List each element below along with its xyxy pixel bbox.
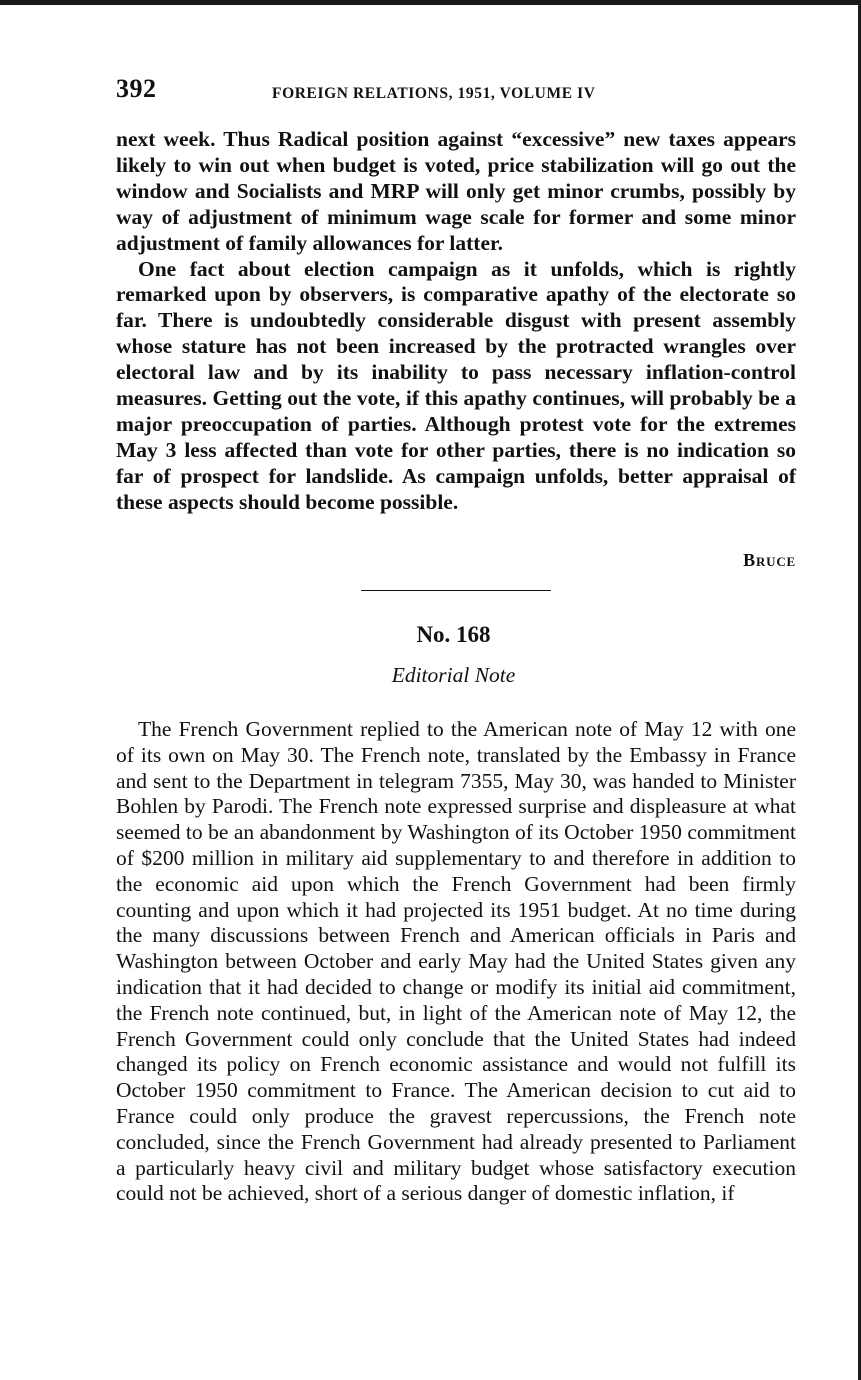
document-number: No. 168	[416, 622, 491, 647]
section-divider	[361, 590, 551, 591]
signature: Bruce	[743, 550, 796, 570]
scan-edge-top	[0, 0, 861, 5]
running-head: FOREIGN RELATIONS, 1951, VOLUME IV	[272, 85, 596, 102]
paragraph: The French Government replied to the American note of May 12 with one of its own on May 30. The French note, translated by the Embassy in France and sent to the Department in telegram 7355, May 30, was handed to Minister Bohlen by Parodi. The French note expressed surprise and displeasure at what seemed to be an abandonment by Washington of its October 1950 commitment of $200 million in military aid supplementary to and therefore in addition to the economic aid upon which the French Government had been firmly counting and upon which it had projected its 1951 budget. At no time during the many discussions between French and American officials in Paris and Washington between October and early May had the United States given any indication that it had decided to change or modify its initial aid commitment, the French note continued, but, in light of the American note of May 12, the French Government could only conclude that the United States had indeed changed its policy on French economic assistance and would not fulfill its October 1950 commitment to France. The American decision to cut aid to France could only produce the gravest repercussions, the French note concluded, since the French Government had already presented to Parliament a particularly heavy civil and military budget whose satisfactory execution could not be achieved, short of a serious danger of domestic inflation, if	[116, 717, 796, 1206]
document-168-body	[116, 717, 796, 1207]
page-number: 392	[116, 74, 157, 103]
paragraph: next week. Thus Radical position against “excessive” new taxes appears likely to win out when budget is voted, price stabilization will go out the window and Socialists and MRP will only get minor crumbs, possibly by way of adjustment of minimum wage scale for former and some minor adjustment of family allowances for latter.	[116, 127, 796, 255]
document-167-body	[116, 127, 796, 516]
paragraph: One fact about election campaign as it unfolds, which is rightly remarked upon by observers, is comparative apathy of the electorate so far. There is undoubtedly considerable disgust with present assembly whose stature has not been increased by the protracted wrangles over electoral law and by its inability to pass necessary inflation-control measures. Getting out the vote, if this apathy continues, will probably be a major preoccupation of parties. Although protest vote for the extremes May 3 less affected than vote for other parties, there is no indication so far of prospect for landslide. As campaign unfolds, better appraisal of these aspects should become possible.	[116, 256, 796, 514]
page-header	[116, 74, 796, 110]
document-subtitle: Editorial Note	[391, 663, 516, 687]
